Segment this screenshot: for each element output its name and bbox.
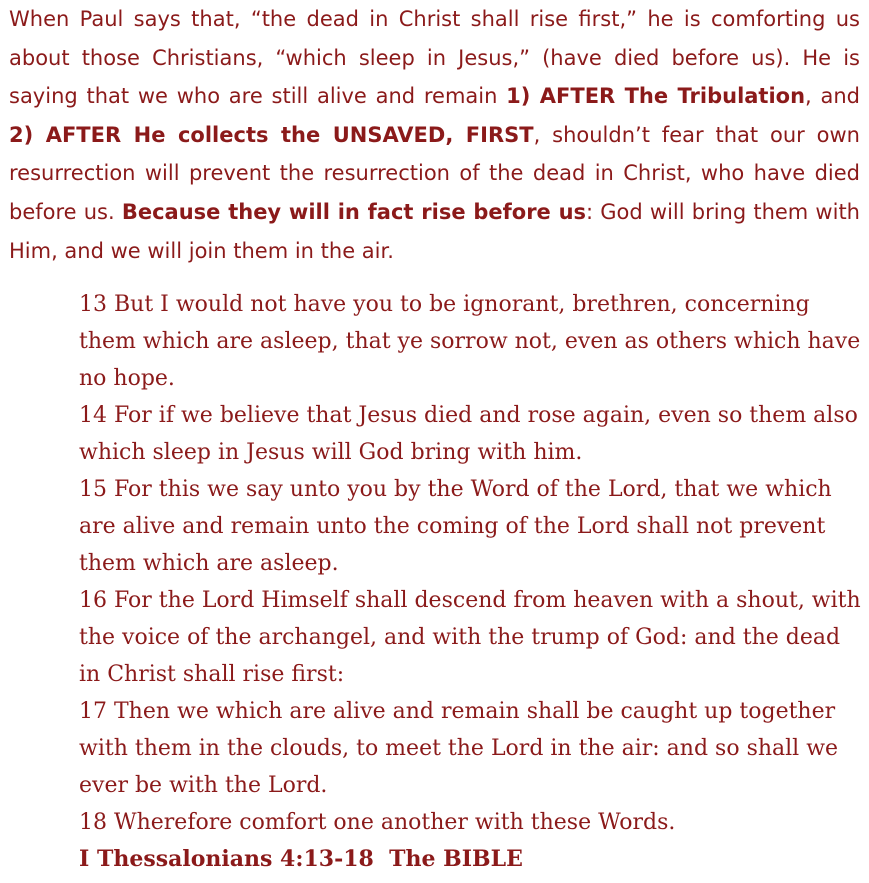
commentary-text-1: When Paul says that, “the dead in Christ shall rise first,” he is comforting us about those Christians, “which sleep in Jesus,” (have died before us). He is saying that we who are still alive and remain xyxy=(9,7,860,109)
scripture-citation: I Thessalonians 4:13-18 The BIBLE xyxy=(79,846,523,873)
verse-15: 15 For this we say unto you by the Word of the Lord, that we which are alive and remain unto the coming of the Lord shall not prevent them which are asleep. xyxy=(79,477,832,577)
verse-14: 14 For if we believe that Jesus died and rose again, even so them also which sleep in Jesus will God bring with him. xyxy=(79,403,858,466)
commentary-bold-rise-before: Because they will in fact rise before us xyxy=(121,199,587,224)
scripture-quote xyxy=(79,286,861,878)
commentary-text-3: , shouldn’t fear that our own resurrection will prevent the resurrection of the dead in Christ, who have died before us. xyxy=(9,122,860,224)
commentary-text-2: , and xyxy=(805,84,860,109)
commentary-paragraph xyxy=(9,0,860,270)
verse-18: 18 Wherefore comfort one another with these Words. xyxy=(79,810,676,836)
commentary-text-4: : God will bring them with Him, and we will join them in the air. xyxy=(9,199,860,263)
verse-13: 13 But I would not have you to be ignorant, brethren, concerning them which are asleep, that ye sorrow not, even as others which have no hope. xyxy=(79,292,861,392)
commentary-bold-unsaved: 2) AFTER He collects the UNSAVED, FIRST xyxy=(9,122,534,147)
verse-17: 17 Then we which are alive and remain shall be caught up together with them in the clouds, to meet the Lord in the air: and so shall we ever be with the Lord. xyxy=(79,699,839,799)
commentary-bold-tribulation: 1) AFTER The Tribulation xyxy=(506,84,806,109)
verse-16: 16 For the Lord Himself shall descend from heaven with a shout, with the voice of the archangel, and with the trump of God: and the dead in Christ shall rise first: xyxy=(79,588,861,688)
